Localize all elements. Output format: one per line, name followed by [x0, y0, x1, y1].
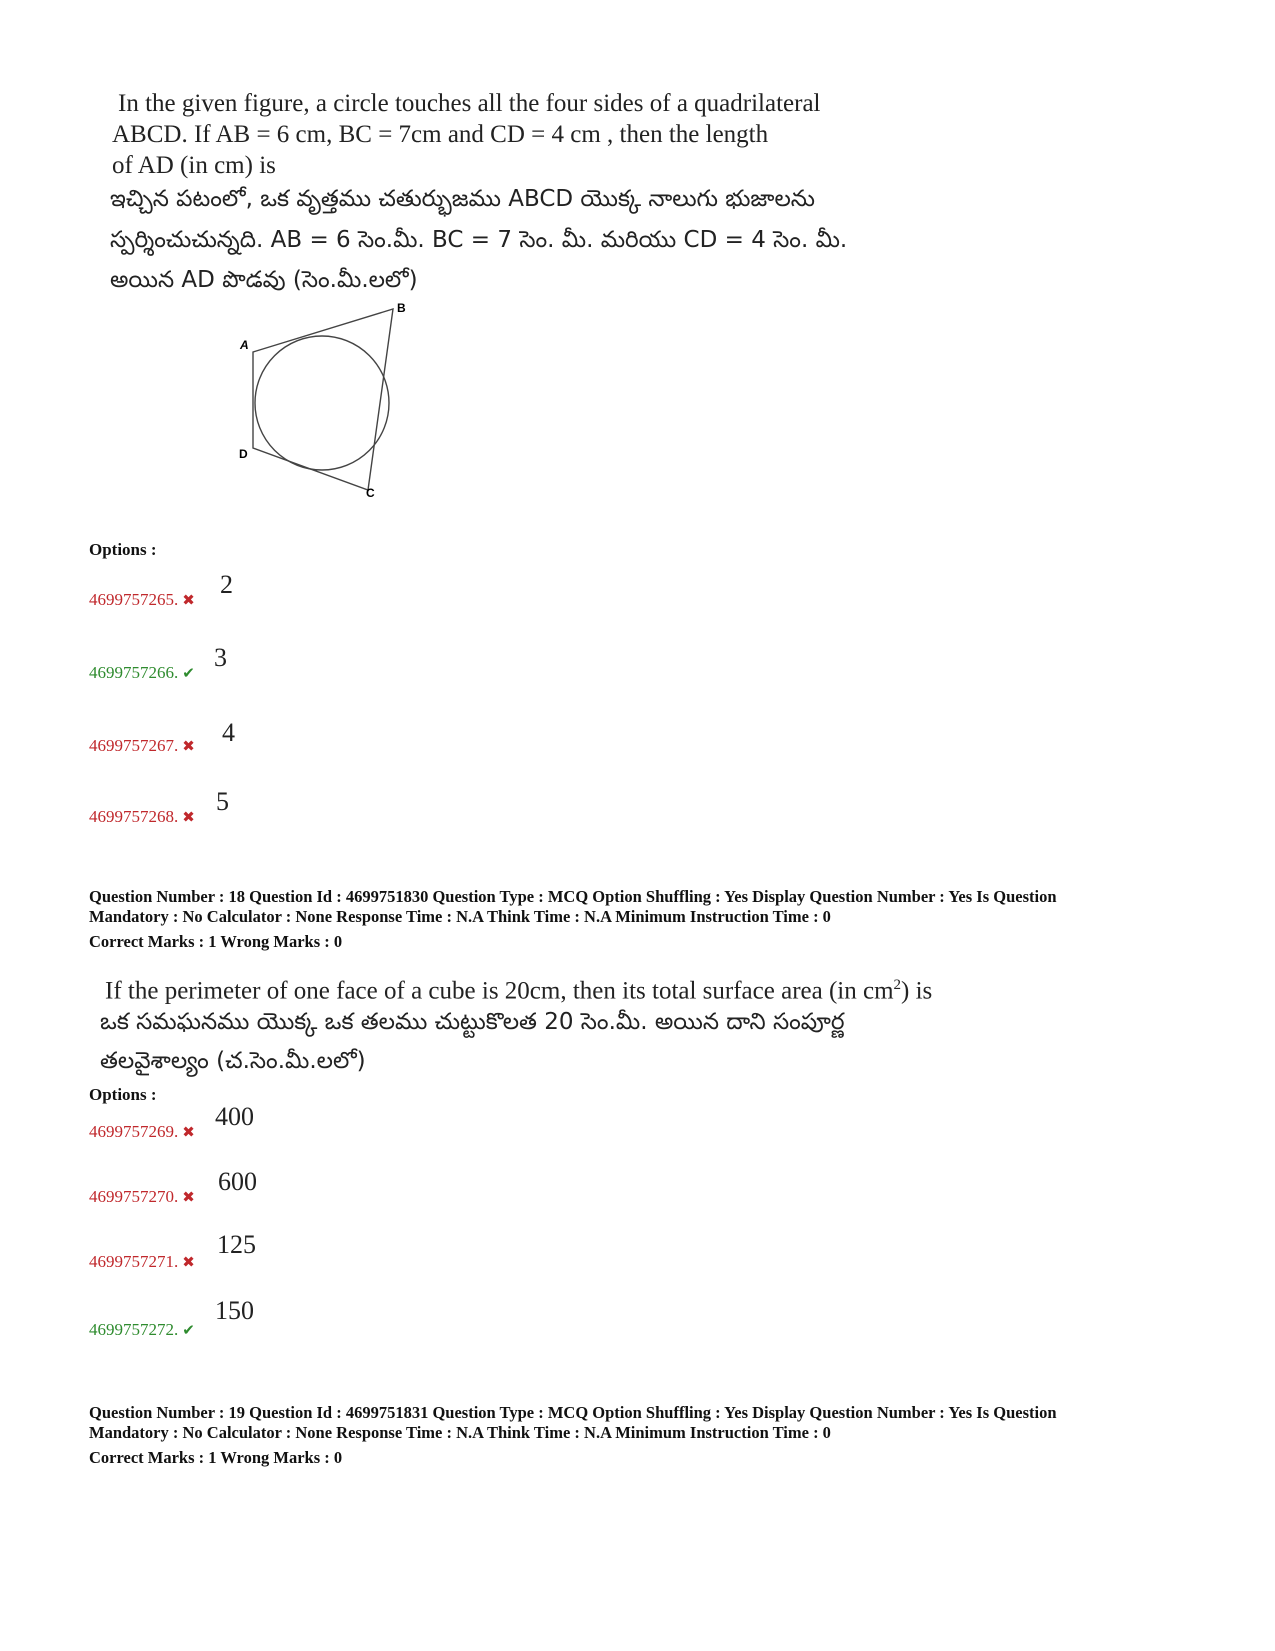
cross-icon: ✖	[182, 810, 195, 826]
q18-meta-line-1: Question Number : 18 Question Id : 4699751830 Question Type : MCQ Option Shuffling : Yes Display Question Number : Yes Is Question	[89, 887, 1057, 906]
q18-english-sup: 2	[893, 977, 902, 993]
cross-icon: ✖	[182, 1190, 195, 1206]
q17-english-line-1: In the given figure, a circle touches all the four sides of a quadrilateral	[118, 90, 821, 117]
option-id: 4699757265.	[89, 590, 179, 609]
q19-meta-line-2: Mandatory : No Calculator : None Response Time : N.A Think Time : N.A Minimum Instruction Time : 0	[89, 1423, 831, 1442]
q18-option-1	[89, 1122, 195, 1142]
vertex-label-c: C	[366, 486, 375, 500]
option-id: 4699757269.	[89, 1122, 179, 1141]
q18-meta-line-2: Mandatory : No Calculator : None Response Time : N.A Think Time : N.A Minimum Instruction Time : 0	[89, 907, 831, 926]
vertex-label-d: D	[239, 447, 248, 461]
q18-option-3	[89, 1252, 195, 1272]
q17-option-4	[89, 807, 195, 827]
option-id: 4699757270.	[89, 1187, 179, 1206]
q17-telugu-line-2: స్పర్శించుచున్నది. AB = 6 సెం.మీ. BC = 7 సెం. మీ. మరియు CD = 4 సెం. మీ.	[110, 227, 848, 253]
q18-telugu-line-1: ఒక సమఘనము యొక్క ఒక తలము చుట్టుకొలత 20 సెం.మీ. అయిన దాని సంపూర్ణ	[100, 1009, 845, 1035]
vertex-label-a: A	[240, 338, 249, 352]
q19-meta-line-1: Question Number : 19 Question Id : 4699751831 Question Type : MCQ Option Shuffling : Yes Display Question Number : Yes Is Question	[89, 1403, 1057, 1422]
q18-english	[105, 970, 932, 1006]
q18-option-3-value: 125	[217, 1230, 256, 1259]
cross-icon: ✖	[182, 1125, 195, 1141]
q18-options-label: Options :	[89, 1085, 157, 1104]
q18-option-1-value: 400	[215, 1102, 254, 1131]
cross-icon: ✖	[182, 1255, 195, 1271]
q17-telugu-line-1: ఇచ్చిన పటంలో, ఒక వృత్తము చతుర్భుజము ABCD యొక్క నాలుగు భుజాలను	[110, 186, 815, 212]
q17-option-1	[89, 590, 195, 610]
q18-option-4	[89, 1320, 195, 1340]
check-icon: ✔	[182, 666, 195, 682]
q19-marks: Correct Marks : 1 Wrong Marks : 0	[89, 1448, 343, 1467]
cross-icon: ✖	[182, 593, 195, 609]
q18-option-2-value: 600	[218, 1167, 257, 1196]
cross-icon: ✖	[182, 739, 195, 755]
option-id: 4699757272.	[89, 1320, 179, 1339]
option-id: 4699757266.	[89, 663, 179, 682]
q17-option-4-value: 5	[216, 787, 229, 816]
vertex-label-b: B	[397, 301, 406, 315]
q17-figure-circle-quadrilateral	[235, 300, 425, 520]
check-icon: ✔	[182, 1323, 195, 1339]
q17-option-2	[89, 663, 195, 683]
option-id: 4699757267.	[89, 736, 179, 755]
q18-english-before: If the perimeter of one face of a cube is 20cm, then its total surface area (in cm	[105, 977, 894, 1005]
q18-marks: Correct Marks : 1 Wrong Marks : 0	[89, 932, 343, 951]
q17-option-2-value: 3	[214, 643, 227, 672]
q17-options-label: Options :	[89, 540, 157, 559]
q18-option-4-value: 150	[215, 1296, 254, 1325]
q18-english-after: ) is	[901, 977, 933, 1005]
q17-english-line-2: ABCD. If AB = 6 cm, BC = 7cm and CD = 4 cm , then the length	[112, 121, 769, 148]
q18-telugu-line-2: తలవైశాల్యం (చ.సెం.మీ.లలో)	[100, 1048, 366, 1074]
q17-option-3	[89, 736, 195, 756]
q17-telugu-line-3: అయిన AD పొడవు (సెం.మీ.లలో)	[110, 267, 418, 293]
option-id: 4699757271.	[89, 1252, 179, 1271]
q17-english-line-3: of AD (in cm) is	[112, 152, 276, 179]
inscribed-circle	[255, 336, 389, 470]
q17-option-1-value: 2	[220, 570, 233, 599]
q18-option-2	[89, 1187, 195, 1207]
option-id: 4699757268.	[89, 807, 179, 826]
q17-option-3-value: 4	[222, 718, 235, 747]
